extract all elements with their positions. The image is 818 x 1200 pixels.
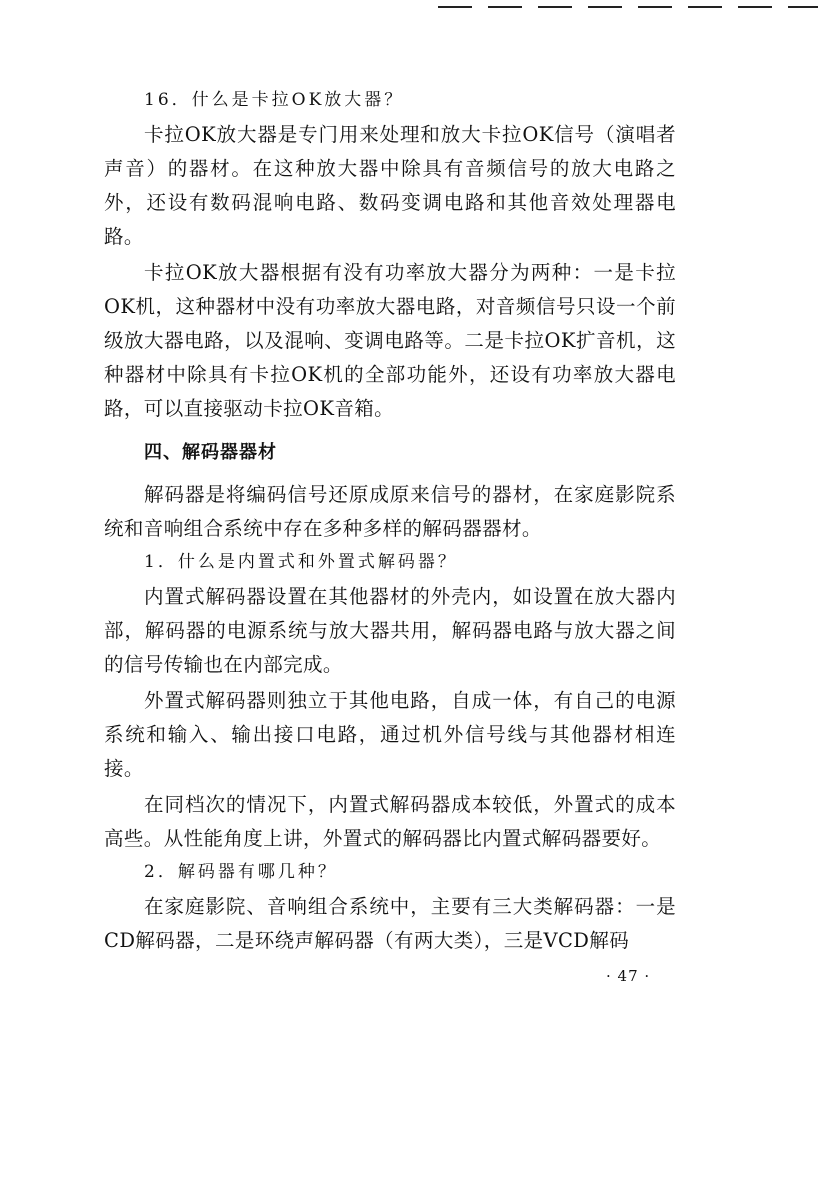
paragraph-decoder-definition: 解码器是将编码信号还原成原来信号的器材，在家庭影院系统和音响组合系统中存在多种多样的解码器器材。 bbox=[104, 483, 676, 540]
paragraph-karaoke-types: 卡拉OK放大器根据有没有功率放大器分为两种：一是卡拉OK机，这种器材中没有功率放大器电路，对音频信号只设一个前级放大器电路，以及混响、变调电路等。二是卡拉OK扩音机，这种器材中除具有卡拉OK机的全部功能外，还设有功率放大器电路，可以直接驱动卡拉OK音箱。 bbox=[104, 261, 676, 420]
paragraph-internal-decoder: 内置式解码器设置在其他器材的外壳内，如设置在放大器内部，解码器的电源系统与放大器共用，解码器电路与放大器之间的信号传输也在内部完成。 bbox=[104, 585, 676, 676]
question-heading-1: 1．什么是内置式和外置式解码器？ bbox=[144, 552, 458, 572]
paragraph-decoder-kinds: 在家庭影院、音响组合系统中，主要有三大类解码器：一是CD解码器，二是环绕声解码器（有两大类），三是VCD解码 bbox=[104, 895, 676, 952]
top-edge-rules bbox=[430, 6, 818, 10]
paragraph-external-decoder: 外置式解码器则独立于其他电路，自成一体，有自己的电源系统和输入、输出接口电路，通过机外信号线与其他器材相连接。 bbox=[104, 689, 676, 780]
page-number: · 47 · bbox=[606, 967, 651, 985]
question-heading-2: 2．解码器有哪几种？ bbox=[144, 862, 338, 882]
question-heading-16: 16．什么是卡拉OK放大器？ bbox=[144, 90, 405, 110]
page-body bbox=[104, 86, 676, 960]
paragraph-karaoke-definition: 卡拉OK放大器是专门用来处理和放大卡拉OK信号（演唱者声音）的器材。在这种放大器中除具有音频信号的放大电路之外，还设有数码混响电路、数码变调电路和其他音效处理器电路。 bbox=[104, 123, 676, 248]
section-heading-decoders: 四、解码器器材 bbox=[144, 442, 277, 463]
paragraph-decoder-comparison: 在同档次的情况下，内置式解码器成本较低，外置式的成本高些。从性能角度上讲，外置式的解码器比内置式解码器要好。 bbox=[104, 793, 676, 850]
